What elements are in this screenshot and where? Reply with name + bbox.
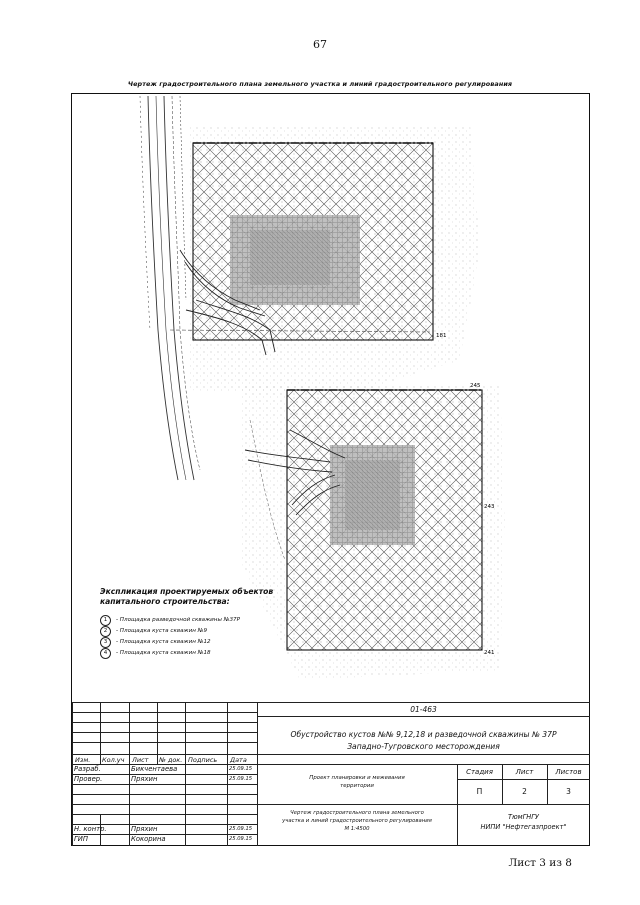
doc-code: 01-463 bbox=[410, 705, 437, 714]
legend-item-text: - Площадка куста скважин №9 bbox=[116, 628, 208, 634]
legend-item bbox=[100, 637, 330, 648]
legend bbox=[100, 587, 330, 659]
row-role: Разраб. bbox=[74, 765, 101, 773]
lower-top-label: 245 bbox=[470, 383, 481, 389]
stage-label: Стадия bbox=[466, 768, 493, 776]
row-name: Кокорина bbox=[131, 835, 166, 843]
section-title-2: территории bbox=[340, 783, 374, 789]
row-role: ГИП bbox=[74, 835, 88, 843]
sheet-value: 2 bbox=[522, 787, 527, 796]
legend-item bbox=[100, 648, 330, 659]
legend-item-text: - Площадка куста скважин №12 bbox=[116, 639, 211, 645]
sheet-label: Лист bbox=[515, 768, 534, 776]
col-podp: Подпись bbox=[188, 756, 218, 764]
legend-item-number: 4 bbox=[100, 648, 111, 659]
organization-1: ТюмГНГУ bbox=[508, 813, 539, 821]
col-ndok: № док. bbox=[159, 756, 183, 764]
sheet-title-1: Чертеж градостроительного плана земельного bbox=[290, 810, 424, 816]
legend-item-text: - Площадка куста скважин №18 bbox=[116, 650, 211, 656]
row-role: Н. контр. bbox=[74, 825, 107, 833]
legend-heading-2: капитального строительства: bbox=[100, 597, 230, 606]
organization-2: НИПИ "Нефтегазпроект" bbox=[480, 823, 567, 831]
sheet-footer: Лист 3 из 8 bbox=[508, 857, 572, 869]
legend-item-number: 3 bbox=[100, 637, 111, 648]
legend-item-text: - Площадка разведочной скважины №37Р bbox=[116, 617, 240, 623]
col-izm: Изм. bbox=[75, 756, 91, 764]
lower-bottom-label: 241 bbox=[484, 650, 495, 656]
row-date: 25.09.15 bbox=[229, 826, 253, 832]
stage-value: П bbox=[476, 787, 483, 796]
sheets-value: 3 bbox=[566, 787, 571, 796]
upper-corner-label: 181 bbox=[436, 333, 447, 339]
col-data: Дата bbox=[230, 756, 247, 764]
lower-right-label: 243 bbox=[484, 504, 495, 510]
legend-item-number: 2 bbox=[100, 626, 111, 637]
legend-item-number: 1 bbox=[100, 615, 111, 626]
col-kol: Кол.уч bbox=[102, 756, 125, 764]
project-title-1: Обустройство кустов №№ 9,12,18 и разведочной скважины № 37Р bbox=[290, 730, 557, 739]
row-date: 25.09.15 bbox=[229, 766, 253, 772]
project-title-2: Западно-Тугровского месторождения bbox=[347, 742, 500, 751]
row-name: Бикчентаева bbox=[131, 765, 178, 773]
sheet-title-2: участка и линий градостроительного регулирования bbox=[282, 818, 432, 824]
row-name: Пряхин bbox=[131, 775, 158, 783]
row-date: 25.09.15 bbox=[229, 836, 253, 842]
sheet-scale: М 1:4500 bbox=[344, 826, 370, 832]
section-title-1: Проект планировки и межевания bbox=[309, 775, 405, 781]
legend-item bbox=[100, 626, 330, 637]
legend-heading-1: Экспликация проектируемых объектов bbox=[100, 587, 274, 596]
row-date: 25.09.15 bbox=[229, 776, 253, 782]
title-block bbox=[72, 702, 590, 846]
col-list: Лист bbox=[132, 756, 149, 764]
row-role: Провер. bbox=[74, 775, 103, 783]
row-name: Пряхин bbox=[131, 825, 158, 833]
sheets-label: Листов bbox=[555, 768, 582, 776]
legend-item bbox=[100, 615, 330, 626]
drawing-title: Чертеж градостроительного плана земельного участка и линий градостроительного регулирования bbox=[127, 80, 513, 88]
page-number: 67 bbox=[313, 38, 327, 51]
